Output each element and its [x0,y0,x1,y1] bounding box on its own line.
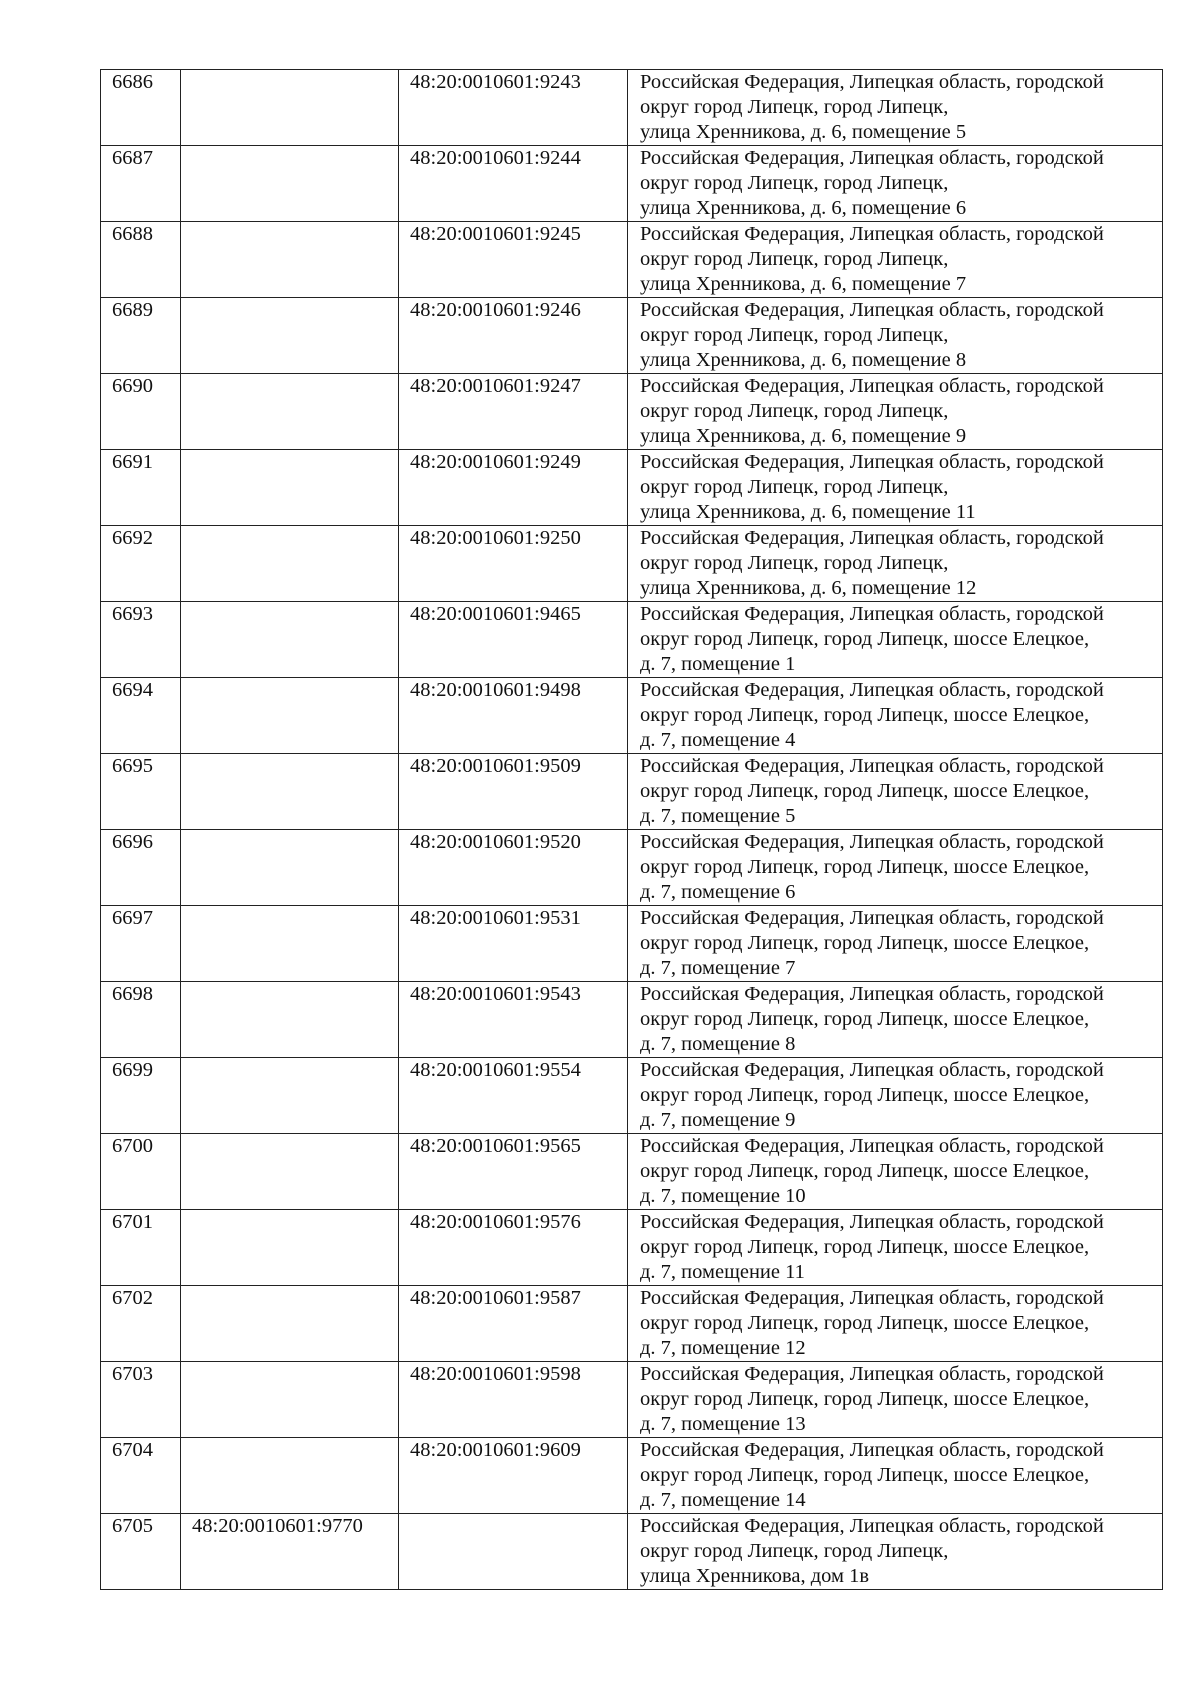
cell-number: 6692 [101,526,181,602]
cell-object-cadastral-number: 48:20:0010601:9543 [399,982,628,1058]
address-line: округ город Липецк, город Липецк, [640,400,949,422]
address-line: д. 7, помещение 4 [640,729,796,751]
address-line: Российская Федерация, Липецкая область, городской [640,1363,1104,1385]
address-line: улица Хренникова, д. 6, помещение 5 [640,121,967,143]
cell-land-cadastral-number: 48:20:0010601:9770 [181,1514,399,1590]
address-line: д. 7, помещение 1 [640,653,796,675]
cell-object-cadastral-number: 48:20:0010601:9246 [399,298,628,374]
cell-number: 6699 [101,1058,181,1134]
cell-land-cadastral-number [181,1286,399,1362]
cell-land-cadastral-number [181,830,399,906]
address-line: Российская Федерация, Липецкая область, городской [640,299,1104,321]
cell-number: 6703 [101,1362,181,1438]
table-row [101,754,1163,830]
address-line: округ город Липецк, город Липецк, [640,172,949,194]
address-line: округ город Липецк, город Липецк, [640,248,949,270]
address-line: Российская Федерация, Липецкая область, городской [640,451,1104,473]
address-line: округ город Липецк, город Липецк, шоссе Елецкое, [640,1464,1090,1486]
cell-land-cadastral-number [181,906,399,982]
cell-land-cadastral-number [181,602,399,678]
cell-number: 6688 [101,222,181,298]
cell-number: 6697 [101,906,181,982]
address-line: округ город Липецк, город Липецк, шоссе Елецкое, [640,1084,1090,1106]
table-row [101,1210,1163,1286]
cell-object-cadastral-number: 48:20:0010601:9531 [399,906,628,982]
cell-object-cadastral-number: 48:20:0010601:9609 [399,1438,628,1514]
address-line: Российская Федерация, Липецкая область, городской [640,1135,1104,1157]
table-row [101,146,1163,222]
table-row [101,70,1163,146]
cell-land-cadastral-number [181,526,399,602]
cell-address [628,374,1163,450]
address-line: Российская Федерация, Липецкая область, городской [640,831,1104,853]
cell-address [628,1058,1163,1134]
table-row [101,1514,1163,1590]
cell-address [628,602,1163,678]
cell-number: 6705 [101,1514,181,1590]
cell-land-cadastral-number [181,450,399,526]
address-line: улица Хренникова, д. 6, помещение 9 [640,425,967,447]
cell-address [628,982,1163,1058]
cell-address [628,70,1163,146]
address-line: Российская Федерация, Липецкая область, городской [640,1059,1104,1081]
cell-address [628,450,1163,526]
cell-land-cadastral-number [181,374,399,450]
table-row [101,1058,1163,1134]
cell-address [628,678,1163,754]
cell-number: 6693 [101,602,181,678]
cell-object-cadastral-number: 48:20:0010601:9465 [399,602,628,678]
cell-land-cadastral-number [181,222,399,298]
cell-number: 6690 [101,374,181,450]
cell-number: 6687 [101,146,181,222]
cell-object-cadastral-number: 48:20:0010601:9509 [399,754,628,830]
address-line: д. 7, помещение 6 [640,881,796,903]
cell-address [628,830,1163,906]
address-line: округ город Липецк, город Липецк, [640,552,949,574]
cell-number: 6686 [101,70,181,146]
address-line: Российская Федерация, Липецкая область, городской [640,147,1104,169]
table-row [101,1134,1163,1210]
address-line: улица Хренникова, дом 1в [640,1565,870,1587]
table-row [101,374,1163,450]
registry-table-body [101,70,1163,1590]
address-line: Российская Федерация, Липецкая область, городской [640,375,1104,397]
address-line: д. 7, помещение 8 [640,1033,796,1055]
address-line: Российская Федерация, Липецкая область, городской [640,755,1104,777]
cell-land-cadastral-number [181,754,399,830]
cell-address [628,1210,1163,1286]
address-line: округ город Липецк, город Липецк, шоссе Елецкое, [640,1160,1090,1182]
cell-number: 6691 [101,450,181,526]
address-line: Российская Федерация, Липецкая область, городской [640,679,1104,701]
address-line: д. 7, помещение 9 [640,1109,796,1131]
cell-number: 6695 [101,754,181,830]
cell-number: 6702 [101,1286,181,1362]
address-line: д. 7, помещение 13 [640,1413,806,1435]
cell-object-cadastral-number: 48:20:0010601:9247 [399,374,628,450]
table-row [101,1438,1163,1514]
table-row [101,602,1163,678]
table-row [101,830,1163,906]
table-row [101,678,1163,754]
cell-object-cadastral-number: 48:20:0010601:9244 [399,146,628,222]
address-line: округ город Липецк, город Липецк, шоссе Елецкое, [640,1236,1090,1258]
cell-address [628,1514,1163,1590]
address-line: округ город Липецк, город Липецк, шоссе Елецкое, [640,1008,1090,1030]
cell-number: 6689 [101,298,181,374]
cell-number: 6700 [101,1134,181,1210]
table-row [101,526,1163,602]
table-row [101,1286,1163,1362]
table-row [101,222,1163,298]
address-line: округ город Липецк, город Липецк, шоссе Елецкое, [640,1388,1090,1410]
cell-address [628,1286,1163,1362]
address-line: Российская Федерация, Липецкая область, городской [640,983,1104,1005]
cell-object-cadastral-number: 48:20:0010601:9243 [399,70,628,146]
cell-land-cadastral-number [181,1134,399,1210]
address-line: округ город Липецк, город Липецк, шоссе Елецкое, [640,704,1090,726]
table-row [101,906,1163,982]
cell-land-cadastral-number [181,678,399,754]
address-line: округ город Липецк, город Липецк, [640,476,949,498]
address-line: округ город Липецк, город Липецк, шоссе Елецкое, [640,932,1090,954]
address-line: д. 7, помещение 12 [640,1337,806,1359]
address-line: улица Хренникова, д. 6, помещение 8 [640,349,967,371]
address-line: округ город Липецк, город Липецк, шоссе Елецкое, [640,1312,1090,1334]
cell-address [628,1362,1163,1438]
address-line: округ город Липецк, город Липецк, шоссе Елецкое, [640,780,1090,802]
cell-address [628,1134,1163,1210]
address-line: Российская Федерация, Липецкая область, городской [640,71,1104,93]
cell-object-cadastral-number: 48:20:0010601:9587 [399,1286,628,1362]
address-line: Российская Федерация, Липецкая область, городской [640,527,1104,549]
cell-address [628,754,1163,830]
cell-object-cadastral-number: 48:20:0010601:9249 [399,450,628,526]
address-line: улица Хренникова, д. 6, помещение 12 [640,577,977,599]
address-line: Российская Федерация, Липецкая область, городской [640,1287,1104,1309]
cell-number: 6701 [101,1210,181,1286]
address-line: Российская Федерация, Липецкая область, городской [640,223,1104,245]
cell-number: 6698 [101,982,181,1058]
cell-land-cadastral-number [181,1362,399,1438]
table-row [101,1362,1163,1438]
cell-land-cadastral-number [181,70,399,146]
cell-number: 6694 [101,678,181,754]
address-line: округ город Липецк, город Липецк, [640,1540,949,1562]
cell-land-cadastral-number [181,1438,399,1514]
table-row [101,982,1163,1058]
cell-object-cadastral-number: 48:20:0010601:9598 [399,1362,628,1438]
cell-address [628,298,1163,374]
address-line: округ город Липецк, город Липецк, шоссе Елецкое, [640,856,1090,878]
cell-land-cadastral-number [181,1058,399,1134]
table-row [101,450,1163,526]
address-line: улица Хренникова, д. 6, помещение 11 [640,501,976,523]
address-line: д. 7, помещение 14 [640,1489,806,1511]
cell-object-cadastral-number: 48:20:0010601:9554 [399,1058,628,1134]
address-line: д. 7, помещение 5 [640,805,796,827]
cell-object-cadastral-number: 48:20:0010601:9498 [399,678,628,754]
address-line: округ город Липецк, город Липецк, [640,96,949,118]
cell-object-cadastral-number: 48:20:0010601:9576 [399,1210,628,1286]
cell-address [628,1438,1163,1514]
table-row [101,298,1163,374]
address-line: Российская Федерация, Липецкая область, городской [640,1515,1104,1537]
address-line: Российская Федерация, Липецкая область, городской [640,907,1104,929]
cell-number: 6696 [101,830,181,906]
cell-address [628,146,1163,222]
address-line: д. 7, помещение 7 [640,957,796,979]
cell-land-cadastral-number [181,146,399,222]
address-line: улица Хренникова, д. 6, помещение 6 [640,197,967,219]
cell-object-cadastral-number: 48:20:0010601:9250 [399,526,628,602]
cell-address [628,222,1163,298]
address-line: округ город Липецк, город Липецк, шоссе Елецкое, [640,628,1090,650]
cell-land-cadastral-number [181,982,399,1058]
address-line: округ город Липецк, город Липецк, [640,324,949,346]
cell-object-cadastral-number: 48:20:0010601:9520 [399,830,628,906]
address-line: улица Хренникова, д. 6, помещение 7 [640,273,967,295]
address-line: д. 7, помещение 11 [640,1261,805,1283]
address-line: Российская Федерация, Липецкая область, городской [640,1439,1104,1461]
cell-number: 6704 [101,1438,181,1514]
registry-table [100,69,1163,1590]
cell-object-cadastral-number: 48:20:0010601:9245 [399,222,628,298]
cell-object-cadastral-number: 48:20:0010601:9565 [399,1134,628,1210]
cell-land-cadastral-number [181,298,399,374]
cell-object-cadastral-number [399,1514,628,1590]
cell-address [628,906,1163,982]
address-line: Российская Федерация, Липецкая область, городской [640,1211,1104,1233]
address-line: д. 7, помещение 10 [640,1185,806,1207]
address-line: Российская Федерация, Липецкая область, городской [640,603,1104,625]
cell-land-cadastral-number [181,1210,399,1286]
cell-address [628,526,1163,602]
